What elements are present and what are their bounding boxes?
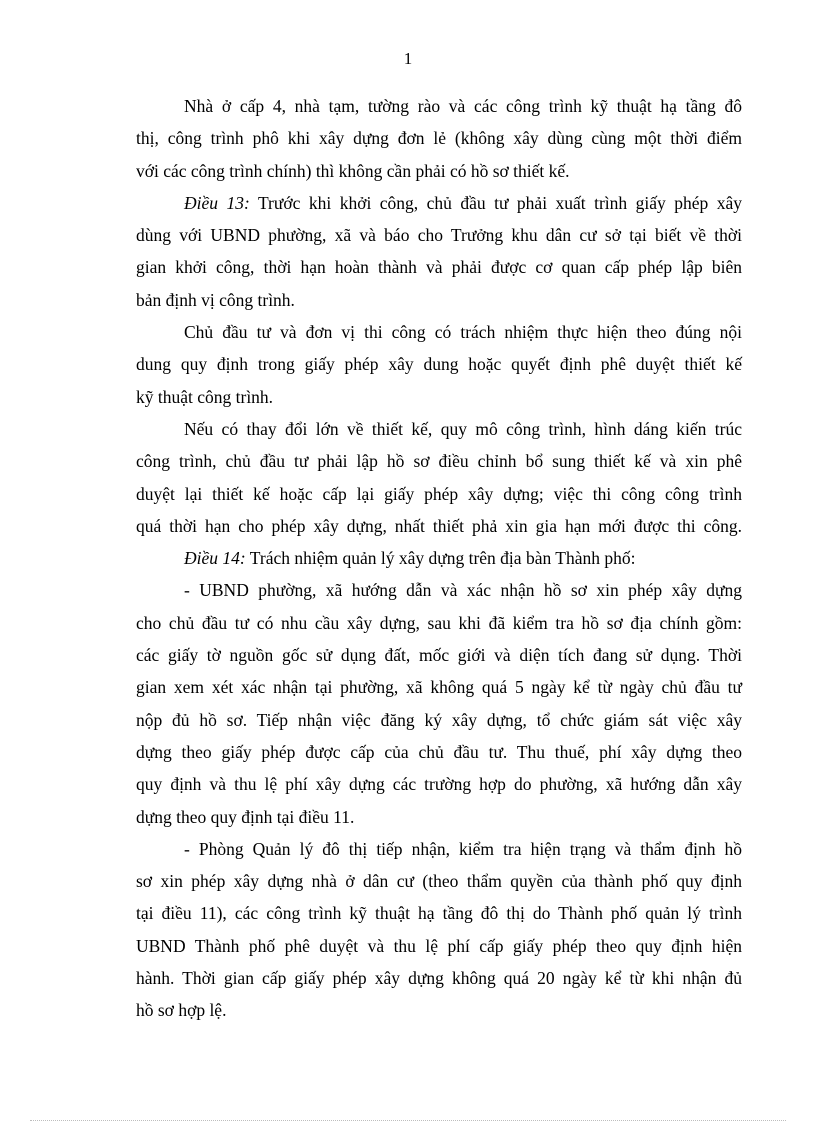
paragraph-list-item [136,574,742,832]
page-bottom-divider [30,1120,786,1121]
paragraph-article-13 [136,187,742,316]
text-line: dựng theo quy định tại điều 11. [136,806,355,827]
text-line: quy định và thu lệ phí xây dựng các trường hợp do phường, xã hướng dẫn xây [136,774,742,795]
text-line: nộp đủ hồ sơ. Tiếp nhận việc đăng ký xây dựng, tổ chức giám sát việc xây [136,709,742,730]
text-line: hồ sơ hợp lệ. [136,1000,227,1021]
text-line: công trình, chủ đầu tư phải lập hồ sơ điều chỉnh bổ sung thiết kế và xin phê [136,451,742,472]
text-line: quá thời hạn cho phép xây dựng, nhất thiết phả xin gia hạn mới được thi công. [136,515,742,536]
text-run: Trách nhiệm quản lý xây dựng trên địa bàn Thành phố: [245,548,636,569]
paragraph [136,90,742,187]
paragraph [136,413,742,542]
article-label: Điều 13: [184,192,250,213]
page-number: 1 [403,49,413,68]
text-line: cho chủ đầu tư có nhu cầu xây dựng, sau khi đã kiểm tra hồ sơ địa chính gồm: [136,612,742,633]
paragraph [136,316,742,413]
text-run: Trước khi khởi công, chủ đầu tư phải xuất trình giấy phép xây [249,192,742,213]
text-line: tại điều 11), các công trình kỹ thuật hạ tầng đô thị do Thành phố quản lý trình [136,903,742,924]
text-line: dựng theo giấy phép được cấp của chủ đầu tư. Thu thuế, phí xây dựng theo [136,741,742,762]
paragraph-list-item [136,833,742,1027]
text-line: các giấy tờ nguồn gốc sử dụng đất, mốc giới và diện tích đang sử dụng. Thời [136,645,742,666]
text-line: Nhà ở cấp 4, nhà tạm, tường rào và các công trình kỹ thuật hạ tầng đô [184,96,742,116]
text-line: gian khởi công, thời hạn hoàn thành và phải được cơ quan cấp phép lập biên [136,257,742,278]
text-line: kỹ thuật công trình. [136,386,274,407]
text-line: UBND Thành phố phê duyệt và thu lệ phí cấp giấy phép theo quy định hiện [136,935,742,956]
text-line [136,542,742,574]
text-line: Nếu có thay đổi lớn về thiết kế, quy mô công trình, hình dáng kiến trúc [184,418,742,439]
text-line: hành. Thời gian cấp giấy phép xây dựng không quá 20 ngày kể từ khi nhận đủ [136,968,742,989]
text-line: bản định vị công trình. [136,289,295,310]
text-line [136,187,742,219]
text-line: sơ xin phép xây dựng nhà ở dân cư (theo thẩm quyền của thành phố quy định [136,871,742,892]
text-line: Chủ đầu tư và đơn vị thi công có trách nhiệm thực hiện theo đúng nội [184,322,742,343]
text-line: với các công trình chính) thì không cần phải có hồ sơ thiết kế. [136,160,570,181]
text-line: - UBND phường, xã hướng dẫn và xác nhận hồ sơ xin phép xây dựng [184,580,742,601]
text-line: - Phòng Quản lý đô thị tiếp nhận, kiểm tra hiện trạng và thẩm định hồ [184,838,742,859]
text-line: duyệt lại thiết kế hoặc cấp lại giấy phép xây dựng; việc thi công công trình [136,483,742,504]
text-line: dung quy định trong giấy phép xây dung hoặc quyết định phê duyệt thiết kế [136,354,742,375]
paragraph-article-14 [136,542,742,574]
text-line: gian xem xét xác nhận tại phường, xã không quá 5 ngày kể từ ngày chủ đầu tư [136,677,742,698]
article-label: Điều 14: [184,548,246,569]
text-line: dùng với UBND phường, xã và báo cho Trưởng khu dân cư sở tại biết về thời [136,225,742,246]
document-body [136,90,742,1027]
text-line: thị, công trình phô khi xây dựng đơn lẻ (không xây dùng cùng một thời điểm [136,128,742,149]
